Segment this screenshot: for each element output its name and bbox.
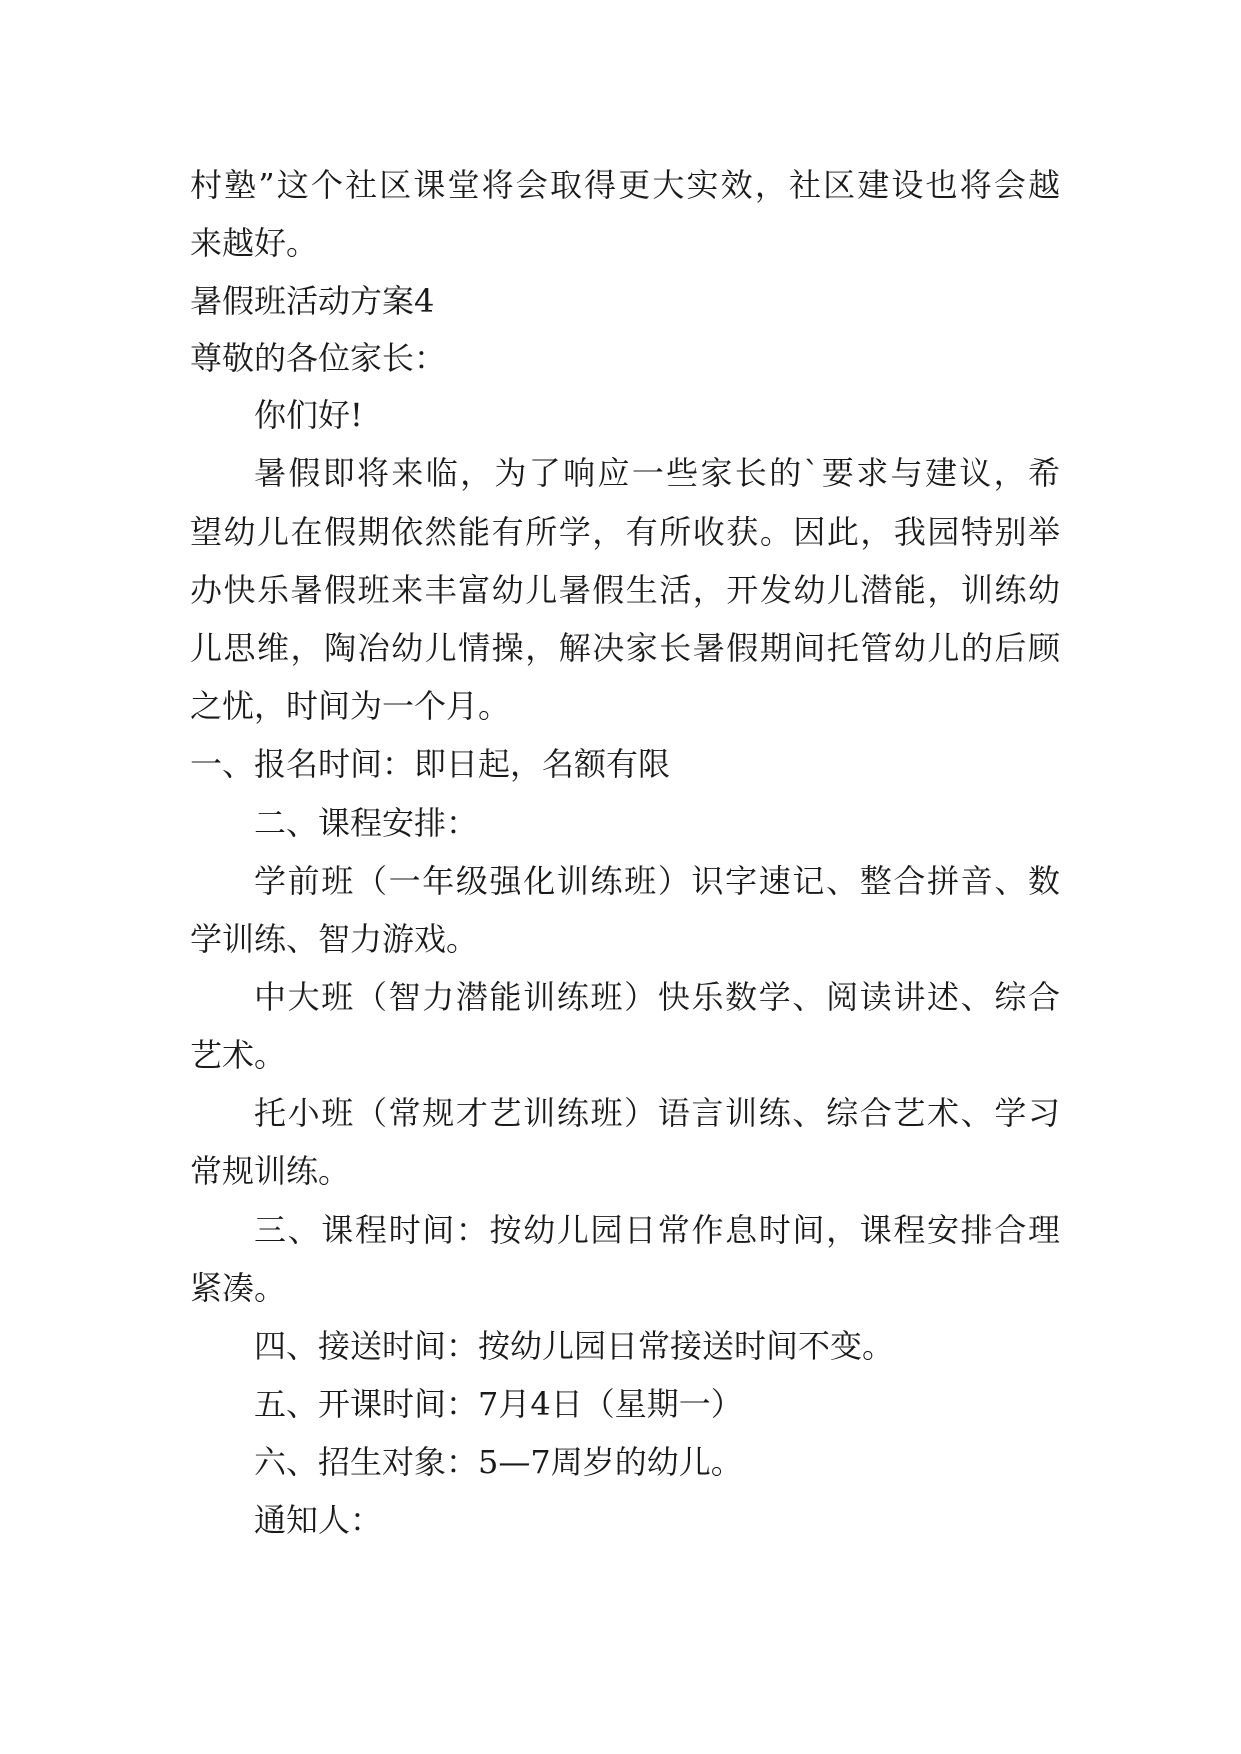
body-text-line: 学训练、智力游戏。 <box>190 920 479 958</box>
body-text-line: 艺术。 <box>190 1036 287 1074</box>
salutation: 尊敬的各位家长： <box>190 339 447 377</box>
list-item: 六、招生对象：5—7周岁的幼儿。 <box>254 1443 743 1481</box>
body-text-line: 紧凑。 <box>190 1269 287 1307</box>
list-item: 托小班（常规才艺训练班）语言训练、综合艺术、学习 <box>254 1094 1060 1132</box>
body-text-line: 办快乐暑假班来丰富幼儿暑假生活，开发幼儿潜能，训练幼 <box>190 571 1060 609</box>
list-item: 学前班（一年级强化训练班）识字速记、整合拼音、数 <box>254 862 1060 900</box>
notifier-label: 通知人： <box>254 1501 383 1539</box>
list-item: 四、接送时间：按幼儿园日常接送时间不变。 <box>254 1327 895 1365</box>
list-item: 三、课程时间：按幼儿园日常作息时间，课程安排合理 <box>254 1211 1060 1249</box>
greeting: 你们好! <box>254 396 363 434</box>
list-item: 中大班（智力潜能训练班）快乐数学、阅读讲述、综合 <box>254 978 1060 1016</box>
body-text-line: 村塾”这个社区课堂将会取得更大实效，社区建设也将会越 <box>190 166 1060 204</box>
body-text-line: 暑假即将来临，为了响应一些家长的`要求与建议，希 <box>254 454 1060 492</box>
body-text-line: 来越好。 <box>190 224 319 262</box>
list-item: 一、报名时间：即日起，名额有限 <box>190 745 671 783</box>
list-item: 五、开课时间：7月4日（星期一） <box>254 1385 743 1423</box>
body-text-line: 望幼儿在假期依然能有所学，有所收获。因此，我园特别举 <box>190 513 1060 551</box>
body-text-line: 之忧，时间为一个月。 <box>190 687 511 725</box>
body-text-line: 儿思维，陶冶幼儿情操，解决家长暑假期间托管幼儿的后顾 <box>190 629 1060 667</box>
body-text-line: 常规训练。 <box>190 1152 351 1190</box>
list-item: 二、课程安排： <box>254 804 479 842</box>
section-title: 暑假班活动方案4 <box>190 282 435 320</box>
